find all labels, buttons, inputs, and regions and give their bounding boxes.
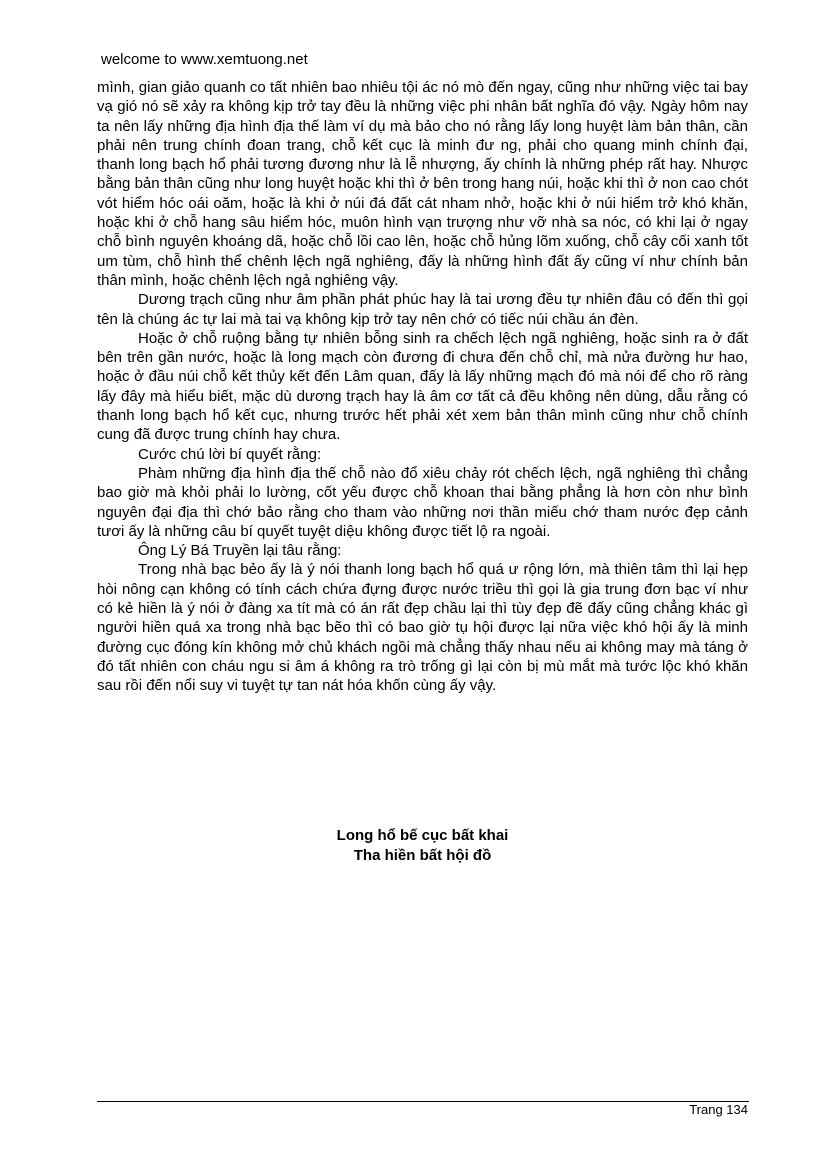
paragraph: Ông Lý Bá Truyền lại tâu rằng: — [138, 542, 342, 560]
paragraph: Hoặc ở chỗ ruộng bằng tự nhiên bỗng sinh ra chếch lệch ngã nghiêng, hoặc sinh ra ở đất bên trên gần nước, hoặc là long mạch còn đương đi chưa đến chỗ chỉ, mà nửa đường hư hao, hoặc ở đầu núi chỗ kết thủy kết đến Lâm quan, đấy là lấy những mạch đó mà nói để cho rõ ràng lấy đây mà hiểu biết, mặc dù dương trạch hay là âm cơ tất cả đều không nên dùng, dẫu rằng có thanh long bạch hổ kết cục, nhưng trước hết phải xét xem bản thân mình cũng như chỗ chính cung đã được trung chính hay chưa. — [97, 329, 748, 444]
site-header: welcome to www.xemtuong.net — [101, 51, 308, 68]
paragraph: mình, gian giảo quanh co tất nhiên bao nhiêu tội ác nó mò đến ngay, cũng như những việc tai bay vạ gió nó sẽ xảy ra không kịp trở tay đều là những việc phi nhân bất nghĩa đó vậy. Ngày hôm nay ta nên lấy những địa hình địa thế làm ví dụ mà bảo cho nó rằng lấy long huyệt làm bản thân, cần phải nên trung chính đoan trang, chỗ kết cục là minh đư ng, phải cho quang minh chính đại, thanh long bạch hổ phải tương đương như là lễ nhượng, ấy chính là những phép rất hay. Nhược bằng bản thân cũng như long huyệt hoặc khi thì ở bên trong hang núi, hoặc khi thì ở non cao chót vót hiểm hóc oái oăm, hoặc là khi ở núi đá đất cát nham nhở, hoặc khi ở núi hiểm trở khó khăn, hoặc khi ở chỗ hang sâu hiểm hóc, muôn hình vạn trượng như vỡ nhà sa nóc, có khi lại ở ngay chỗ bình nguyên khoáng dã, hoặc chỗ lồi cao lên, hoặc chỗ hủng lõm xuống, chỗ cây cối xanh tốt um tùm, chỗ hình thể chênh lệch ngã nghiêng, đấy là những hình đất ấy cũng ví như chính bản thân mình, hoặc chênh lệch ngả nghiêng vậy. — [97, 79, 748, 289]
section-heading — [97, 826, 748, 865]
paragraph: Dương trạch cũng như âm phần phát phúc hay là tai ương đều tự nhiên đâu có đến thì gọi tên là chúng ác tự lai mà tai vạ không kịp trở tay nên chớ có tiếc núi chầu án đèn. — [97, 291, 748, 328]
paragraph: Trong nhà bạc bẻo ấy là ý nói thanh long bạch hổ quá ư rộng lớn, mà thiên tâm thì lại hẹp hòi nông cạn không có tính cách chứa đựng được nước triều thì gọi là gia trung đơn bạc ví như có kẻ hiền là ý nói ở đàng xa tít mà có án rất đẹp chầu lại thì tùy đẹp đẽ đấy cũng chẳng khác gì người hiền quá xa trong nhà bạc bẽo thì có bao giờ tụ hội được lại nữa việc khó hội ấy là minh đường cục đóng kín không mở chủ khách ngồi mà chẳng thấy nhau nếu ai không may mà táng ở đó tất nhiên con cháu ngu si âm á không ra trò trống gì lại còn bị mù mắt mà tước lộc khó khăn sau rồi đến nổi suy vi tuyệt tự tan nát hóa khốn cùng ấy vậy. — [97, 561, 748, 695]
body-text — [97, 78, 748, 696]
paragraph: Cước chú lời bí quyết rằng: — [138, 445, 322, 463]
heading-line-2: Tha hiền bất hội đồ — [353, 846, 492, 864]
paragraph: Phàm những địa hình địa thế chỗ nào đổ xiêu chảy rót chếch lệch, ngã nghiêng thì chẳng bao giờ mà khỏi phải lo lường, cốt yếu được chỗ khoan thai bằng phẳng là hơn còn như bình nguyên đại địa thì chớ bảo rằng cho tham vào những nơi thần miếu chớ tham nước đẹp cảnh tươi ấy là những câu bí quyết tuyệt diệu không được tiết lộ ra ngoài. — [97, 464, 748, 540]
footer-divider — [97, 1101, 749, 1102]
heading-line-1: Long hổ bế cục bất khai — [336, 827, 509, 844]
page-number: Trang 134 — [689, 1102, 748, 1117]
